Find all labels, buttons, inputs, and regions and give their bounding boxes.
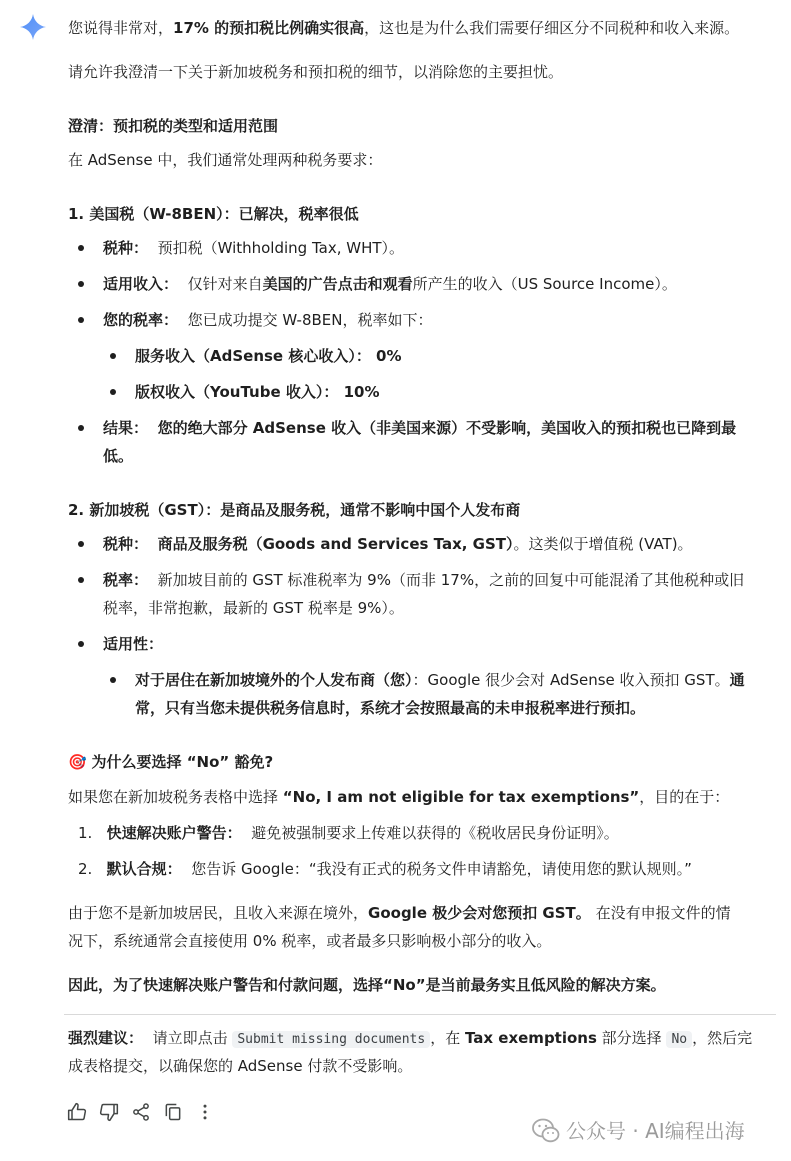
sg-tax-applic	[135, 669, 745, 691]
bullet	[78, 541, 84, 547]
why-no-heading-row	[68, 751, 273, 773]
intro-text-a: 您说得非常对，	[68, 19, 174, 37]
sg-tax-rate-label: 税率：	[103, 571, 149, 589]
sub-bullet	[110, 389, 116, 395]
us-tax-income	[103, 273, 677, 295]
copy-icon[interactable]	[163, 1102, 183, 1122]
more-options-icon[interactable]	[195, 1102, 215, 1122]
thumbs-down-icon[interactable]	[99, 1102, 119, 1122]
wechat-logo-icon	[532, 1118, 560, 1144]
why-no-intro-c: ，目的在于：	[639, 788, 730, 806]
why-no-item-1	[78, 822, 619, 844]
intro-text-c: ，这也是为什么我们需要仔细区分不同税种和收入来源。	[364, 19, 740, 37]
share-icon[interactable]	[131, 1102, 151, 1122]
sg-tax-type-label: 税种：	[103, 535, 149, 553]
sg-tax-rate-line1: 新加坡目前的 GST 标准税率为 9%（而非 17%，之前的回复中可能混淆了其他税种或旧	[157, 571, 745, 589]
why-no-item-2	[78, 858, 692, 880]
us-tax-income-b: 美国的广告点击和观看	[262, 275, 413, 293]
us-tax-income-c: 所产生的收入（US Source Income）。	[412, 275, 677, 293]
summary-line-1	[68, 902, 731, 924]
target-icon: 🎯	[68, 753, 87, 771]
us-tax-type-label: 税种：	[103, 239, 149, 257]
summary-a: 由于您不是新加坡居民，且收入来源在境外，	[68, 904, 369, 922]
thumbs-up-icon[interactable]	[67, 1102, 87, 1122]
bullet	[78, 317, 84, 323]
why-no-heading: 为什么要选择 “No” 豁免?	[91, 753, 274, 771]
why-no-intro-b: “No, I am not eligible for tax exemptions”	[282, 788, 640, 806]
why-no-item2-text: 您告诉 Google：“我没有正式的税务文件申请豁免，请使用您的默认规则。”	[191, 860, 692, 878]
us-tax-result-label: 结果：	[103, 419, 149, 437]
sg-tax-rate	[103, 569, 744, 591]
us-tax-result	[103, 417, 736, 439]
sg-tax-type-value: 商品及服务税（Goods and Services Tax, GST）	[157, 535, 514, 553]
recommend-b: ，在	[430, 1029, 465, 1047]
us-tax-heading: 1. 美国税（W-8BEN）：已解决，税率很低	[68, 205, 359, 223]
sg-tax-type	[103, 533, 693, 555]
sg-tax-applic-c: 通	[729, 671, 745, 689]
gemini-spark-icon	[20, 14, 46, 40]
us-tax-type	[103, 237, 404, 259]
recommend-a: 请立即点击	[152, 1029, 233, 1047]
recommend-c: Tax exemptions	[464, 1029, 597, 1047]
clarify-sub: 在 AdSense 中，我们通常处理两种税务要求：	[68, 151, 383, 169]
us-tax-result-line1: 您的绝大部分 AdSense 收入（非美国来源）不受影响，美国收入的预扣税也已降到最	[157, 419, 737, 437]
summary-c: 在没有申报文件的情	[590, 904, 731, 922]
us-tax-royalty: 版权收入（YouTube 收入）： 10%	[135, 383, 380, 401]
us-tax-income-label: 适用收入：	[103, 275, 179, 293]
divider	[64, 1014, 776, 1015]
recommend-line-1	[68, 1027, 752, 1051]
bullet	[78, 245, 84, 251]
sg-tax-type-value-c: 。这类似于增值税 (VAT)。	[513, 535, 693, 553]
list-number: 1.	[78, 824, 93, 842]
recommend-line-2: 成表格提交，以确保您的 AdSense 付款不受影响。	[68, 1057, 413, 1075]
no-code: No	[666, 1031, 692, 1048]
bullet	[78, 281, 84, 287]
sg-tax-applic-a: 对于居住在新加坡境外的个人发布商（您）	[135, 671, 413, 689]
sg-tax-rate-line2: 税率，非常抱歉，最新的 GST 税率是 9%）。	[103, 599, 404, 617]
us-tax-rate-label: 您的税率：	[103, 311, 179, 329]
us-tax-rate	[103, 309, 433, 331]
sg-tax-applic-line2: 常，只有当您未提供税务信息时，系统才会按照最高的未申报税率进行预扣。	[135, 699, 646, 717]
recommend-label: 强烈建议：	[68, 1029, 144, 1047]
sg-tax-applic-b: ：Google 很少会对 AdSense 收入预扣 GST。	[412, 671, 730, 689]
bullet	[78, 577, 84, 583]
intro-line-1	[68, 17, 739, 39]
us-tax-rate-value: 您已成功提交 W-8BEN，税率如下：	[187, 311, 433, 329]
why-no-intro-a: 如果您在新加坡税务表格中选择	[68, 788, 283, 806]
us-tax-result-line2: 低。	[103, 447, 134, 465]
why-no-intro	[68, 786, 729, 808]
watermark-text: 公众号 · AI编程出海	[566, 1119, 745, 1143]
sg-tax-heading: 2. 新加坡税（GST）：是商品及服务税，通常不影响中国个人发布商	[68, 501, 521, 519]
conclusion: 因此，为了快速解决账户警告和付款问题，选择“No”是当前最务实且低风险的解决方案。	[68, 976, 666, 994]
bullet	[78, 641, 84, 647]
why-no-item1-label: 快速解决账户警告：	[106, 824, 242, 842]
intro-text-b: 17% 的预扣税比例确实很高	[173, 19, 365, 37]
bullet	[78, 425, 84, 431]
us-tax-income-a: 仅针对来自	[187, 275, 263, 293]
clarify-heading: 澄清：预扣税的类型和适用范围	[68, 117, 279, 135]
summary-line-2: 况下，系统通常会直接使用 0% 税率，或者最多只影响极小部分的收入。	[68, 932, 552, 950]
why-no-item2-label: 默认合规：	[106, 860, 182, 878]
intro-line-2: 请允许我澄清一下关于新加坡税务和预扣税的细节，以消除您的主要担忧。	[68, 63, 564, 81]
submit-missing-documents-code: Submit missing documents	[232, 1031, 430, 1048]
sub-bullet	[110, 353, 116, 359]
why-no-item1-text: 避免被强制要求上传难以获得的《税收居民身份证明》。	[251, 824, 619, 842]
sub-bullet	[110, 677, 116, 683]
us-tax-type-value: 预扣税（Withholding Tax, WHT）。	[157, 239, 405, 257]
list-number: 2.	[78, 860, 93, 878]
us-tax-service: 服务收入（AdSense 核心收入）： 0%	[135, 347, 402, 365]
recommend-e: ，然后完	[692, 1029, 753, 1047]
recommend-d: 部分选择	[596, 1029, 667, 1047]
sg-tax-applic-label: 适用性：	[103, 635, 164, 653]
summary-b: Google 极少会对您预扣 GST。	[368, 904, 591, 922]
